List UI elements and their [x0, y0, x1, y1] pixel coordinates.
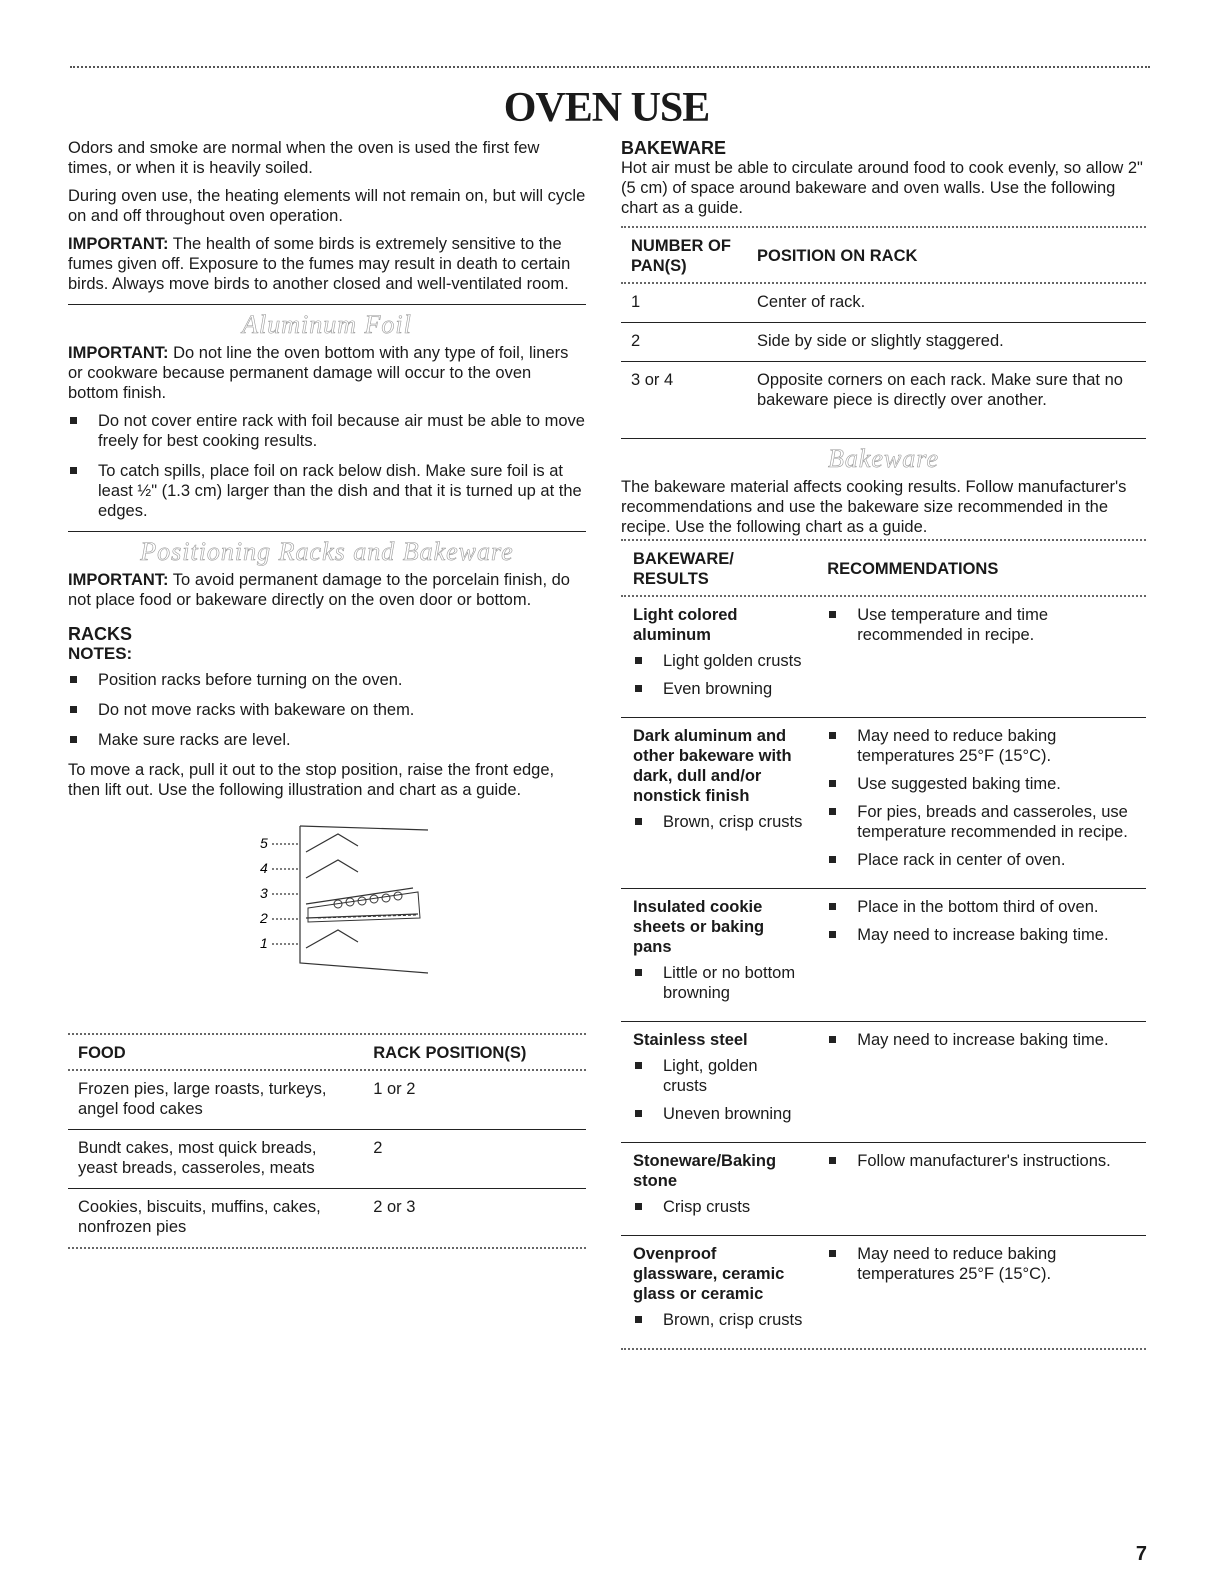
list-item: May need to increase baking time. — [827, 1030, 1136, 1050]
list-item: May need to increase baking time. — [827, 925, 1136, 945]
table-row: Frozen pies, large roasts, turkeys, angel food cakes 1 or 2 — [68, 1071, 586, 1130]
recommendations-list — [827, 1244, 1136, 1284]
recommendations-list — [827, 1030, 1136, 1050]
important-birds: IMPORTANT: The health of some birds is extremely sensitive to the fumes given off. Exposure to the fumes may result in death to certain birds. Always move birds to another closed and well-ventilated room. — [68, 235, 571, 293]
list-item: Uneven browning — [633, 1104, 805, 1124]
positioning-heading: Positioning Racks and Bakeware — [140, 537, 514, 566]
header-bakeware-results: BAKEWARE/ RESULTS — [633, 550, 734, 588]
list-item: Even browning — [633, 679, 805, 699]
table-header-row — [621, 541, 1146, 595]
list-item: Use temperature and time recommended in recipe. — [827, 605, 1136, 645]
list-item: May need to reduce baking temperatures 25°F (15°C). — [827, 726, 1136, 766]
results-list — [633, 1056, 805, 1124]
header-food: FOOD — [78, 1044, 126, 1062]
list-item: Make sure racks are level. — [68, 730, 586, 750]
bakeware-material-text: The bakeware material affects cooking results. Follow manufacturer's recommendations and use the bakeware size recommended in the recipe. Use the following chart as a guide. — [621, 478, 1127, 536]
table-header-row — [68, 1035, 586, 1069]
recommendations-list — [827, 897, 1136, 945]
results-list — [633, 1197, 805, 1217]
list-item: Brown, crisp crusts — [633, 1310, 805, 1330]
table-row: Bundt cakes, most quick breads, yeast breads, casseroles, meats 2 — [68, 1130, 586, 1189]
rack-positions-diagram — [248, 818, 438, 978]
left-column — [68, 138, 586, 1249]
header-rack-position: RACK POSITION(S) — [373, 1044, 527, 1062]
recommendations-list — [827, 1151, 1136, 1171]
results-list — [633, 651, 805, 699]
divider — [68, 531, 586, 532]
foil-important: IMPORTANT: Do not line the oven bottom with any type of foil, liners or cookware because permanent damage will occur to the oven bottom finish. — [68, 344, 569, 402]
bakeware-heading: BAKEWARE — [621, 138, 727, 158]
table-row — [621, 1022, 1146, 1143]
table-header-row — [621, 228, 1146, 282]
table-row — [621, 718, 1146, 889]
page-number: 7 — [1135, 1543, 1147, 1565]
list-item: Crisp crusts — [633, 1197, 805, 1217]
list-item: Position racks before turning on the oven. — [68, 670, 586, 690]
results-list — [633, 812, 805, 832]
page-title: OVEN USE — [503, 85, 710, 131]
header-number-of-pans: NUMBER OF PAN(S) — [631, 237, 731, 275]
list-item: Brown, crisp crusts — [633, 812, 805, 832]
list-item: Little or no bottom browning — [633, 963, 805, 1003]
header-position-on-rack: POSITION ON RACK — [757, 247, 918, 265]
bakeware-type: Light colored aluminum — [633, 606, 738, 644]
bakeware-rows — [621, 597, 1146, 1348]
list-item: To catch spills, place foil on rack below dish. Make sure foil is at least ½" (1.3 cm) larger than the dish and that it is turned up at the edges. — [68, 461, 586, 521]
bakeware-type: Insulated cookie sheets or baking pans — [633, 898, 765, 956]
bakeware-material-heading: Bakeware — [828, 444, 939, 473]
bakeware-type: Stoneware/Baking stone — [633, 1152, 777, 1190]
foil-bullets — [68, 411, 586, 521]
rack-label-2: 2 — [260, 910, 268, 926]
list-item: Follow manufacturer's instructions. — [827, 1151, 1136, 1171]
right-column — [621, 138, 1146, 1350]
list-item: For pies, breads and casseroles, use temperature recommended in recipe. — [827, 802, 1136, 842]
list-item: Use suggested baking time. — [827, 774, 1136, 794]
recommendations-list — [827, 726, 1136, 870]
table-row: 2 Side by side or slightly staggered. — [621, 323, 1146, 362]
intro-paragraph-1: Odors and smoke are normal when the oven is used the first few times, or when it is heavily soiled. — [68, 139, 540, 177]
list-item: Place rack in center of oven. — [827, 850, 1136, 870]
results-list — [633, 1310, 805, 1330]
foil-heading: Aluminum Foil — [242, 310, 412, 339]
food-rack-table — [68, 1035, 586, 1247]
rack-label-1: 1 — [260, 935, 268, 951]
bakeware-table-bottom-rule — [621, 1348, 1146, 1350]
list-item: Do not cover entire rack with foil because air must be able to move freely for best cooking results. — [68, 411, 586, 451]
divider — [68, 304, 586, 305]
recommendations-list — [827, 605, 1136, 645]
top-dotted-rule — [70, 66, 1150, 68]
table-row: Cookies, biscuits, muffins, cakes, nonfrozen pies 2 or 3 — [78, 1198, 416, 1236]
bakeware-type: Ovenproof glassware, ceramic glass or ceramic — [633, 1245, 785, 1303]
table-row — [621, 1236, 1146, 1349]
bakeware-text: Hot air must be able to circulate around food to cook evenly, so allow 2" (5 cm) of space around bakeware and oven walls. Use the following chart as a guide. — [621, 159, 1143, 217]
food-table-bottom-rule — [68, 1247, 586, 1249]
table-row: 1 Center of rack. — [621, 284, 1146, 323]
table-row — [621, 597, 1146, 718]
notes-heading: NOTES: — [68, 644, 133, 663]
rack-label-3: 3 — [260, 885, 268, 901]
pan-position-table — [621, 228, 1146, 439]
bakeware-results-table — [621, 541, 1146, 1348]
notes-list — [68, 670, 586, 750]
table-row — [621, 1143, 1146, 1236]
racks-heading: RACKS — [68, 624, 133, 644]
table-row — [621, 889, 1146, 1022]
header-recommendations: RECOMMENDATIONS — [827, 560, 999, 578]
table-row: 3 or 4 Opposite corners on each rack. Make sure that no bakeware piece is directly over another. — [621, 362, 1146, 439]
bakeware-type: Dark aluminum and other bakeware with dark, dull and/or nonstick finish — [633, 727, 792, 805]
list-item: Place in the bottom third of oven. — [827, 897, 1136, 917]
list-item: Light golden crusts — [633, 651, 805, 671]
move-rack-text: To move a rack, pull it out to the stop position, raise the front edge, then lift out. Use the following illustration and chart as a guide. — [68, 761, 555, 799]
list-item: Light, golden crusts — [633, 1056, 805, 1096]
intro-paragraph-2: During oven use, the heating elements will not remain on, but will cycle on and off throughout oven operation. — [68, 187, 586, 225]
list-item: Do not move racks with bakeware on them. — [68, 700, 586, 720]
rack-label-4: 4 — [260, 860, 268, 876]
results-list — [633, 963, 805, 1003]
list-item: May need to reduce baking temperatures 25°F (15°C). — [827, 1244, 1136, 1284]
rack-label-5: 5 — [260, 835, 268, 851]
positioning-important: IMPORTANT: To avoid permanent damage to the porcelain finish, do not place food or bakeware directly on the oven door or bottom. — [68, 571, 570, 609]
bakeware-type: Stainless steel — [633, 1031, 748, 1049]
